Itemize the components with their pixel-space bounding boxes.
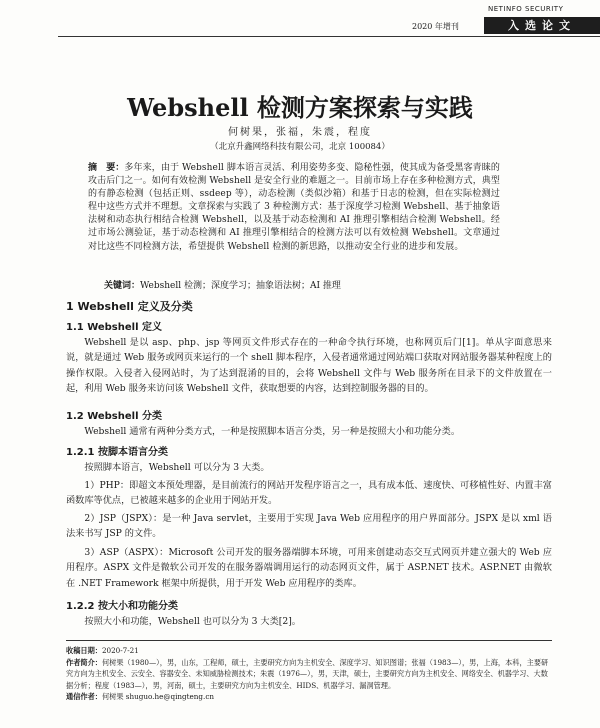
- keywords-label: 关键词：: [104, 281, 141, 291]
- magazine-name: NETINFO SECURITY: [488, 5, 564, 13]
- paragraph: 按照脚本语言，Webshell 可以分为 3 大类。: [84, 462, 270, 473]
- header-divider: [58, 36, 600, 37]
- paragraph: 3）ASP（ASPX）：Microsoft 公司开发的服务器端脚本环境，可用来创建动态交互式网页并建立强大的 Web 应用程序。ASPX 文件是微软公司开发的在服务器端调用运行的动态网页文件，属于 ASP.NET 技术。ASP.NET 由微软在 .NET Framework 框架中所提供，用于开发 Web 应用程序的类库。: [66, 547, 552, 589]
- keywords-text: Webshell 检测；深度学习；抽象语法树；AI 推理: [140, 281, 341, 291]
- abstract: [88, 162, 500, 254]
- bio-label: 作者简介：: [66, 657, 102, 667]
- subsubsection-heading: 1.2.2 按大小和功能分类: [66, 601, 178, 612]
- paragraph: Webshell 是以 asp、php、jsp 等网页文件形式存在的一种命令执行环境，也称网页后门[1]。单从字面意思来说，就是通过 Web 服务或网页来运行的一个 shell 脚本程序，入侵者通常通过网站端口获取对网站服务器某种程度上的操作权限。入侵者入侵网站时，为了达到混淆的目的，会将 Webshell 文件与 Web 服务所在目录下的文件放置在一起，利用 Web 服务来访问该 Webshell 文件，获取想要的内容，达到控制服务器的目的。: [66, 337, 552, 394]
- contact-info: 何树果 shuguo.he@qingteng.cn: [101, 692, 214, 701]
- paragraph: 按照大小和功能，Webshell 也可以分为 3 大类[2]。: [84, 616, 301, 627]
- issue-label: 2020 年增刊: [412, 22, 459, 31]
- paragraph: 2）JSP（JSPX）：是一种 Java servlet，主要用于实现 Java Web 应用程序的用户界面部分。JSPX 是以 xml 语法来书写 JSP 的文件。: [66, 513, 552, 540]
- paragraph: 1）PHP：即超文本预处理器，是目前流行的网站开发程序语言之一，具有成本低、速度快、可移植性好、内置丰富函数库等优点，已被越来越多的企业用于网站开发。: [66, 480, 552, 507]
- subsubsection-heading: 1.2.1 按脚本语言分类: [66, 447, 168, 458]
- subsection-heading: 1.1 Webshell 定义: [66, 322, 163, 333]
- paper-title: Webshell 检测方案探索与实践: [127, 93, 473, 122]
- keywords: [104, 278, 504, 291]
- author-bio: 何树果（1980—），男，山东，工程师，硕士，主要研究方向为主机安全、深度学习、知识图谱；张福（1983—），男，上海，本科，主要研究方向为主机安全、云安全、容器安全、未知威胁检测技术；朱震（1976—），男，天津，硕士，主要研究方向为主机安全、网络安全、机器学习、大数据分析；程度（1983—），男，河南，硕士，主要研究方向为主机安全、HIDS、机器学习、漏洞管理。: [66, 657, 549, 690]
- footnote-divider: [66, 640, 552, 641]
- footnote: [66, 645, 552, 703]
- paragraph: Webshell 通常有两种分类方式，一种是按照脚本语言分类，另一种是按照大小和功能分类。: [84, 426, 461, 437]
- section-heading: 1 Webshell 定义及分类: [66, 300, 193, 313]
- author-list: 何树果，张福，朱震，程度: [228, 127, 372, 138]
- contact-label: 通信作者：: [66, 692, 102, 701]
- page-header: [0, 0, 600, 40]
- abstract-text: 多年来，由于 Webshell 脚本语言灵活、利用姿势多变、隐秘性强，使其成为备受黑客青睐的攻击后门之一。如何有效检测 Webshell 是安全行业的难题之一。目前市场上存在多种检测方式，典型的有静态检测（包括正则、ssdeep 等），动态检测（类似沙箱）和基于日志的检测，但在实际检测过程中这些方式并不理想。文章探索与实践了 3 种检测方式：基于深度学习检测 Webshell、基于抽象语法树和动态执行相结合检测 Webshell，以及基于动态检测和 AI 推理引擎相结合检测 Webshell。经过市场公测验证，基于动态检测和 AI 推理引擎相结合的检测方法可以有效检测 Webshell。文章通过对比这些不同检测方法，希望提供 Webshell 检测的新思路，以推动安全行业的进步和发展。: [88, 163, 500, 252]
- affiliation: （北京升鑫网络科技有限公司，北京 100084）: [210, 142, 390, 152]
- received-date: 2020-7-21: [101, 646, 139, 655]
- received-label: 收稿日期：: [66, 646, 102, 655]
- column-badge: 入选论文: [484, 17, 600, 34]
- abstract-label: 摘 要：: [88, 163, 125, 173]
- subsection-heading: 1.2 Webshell 分类: [66, 411, 163, 422]
